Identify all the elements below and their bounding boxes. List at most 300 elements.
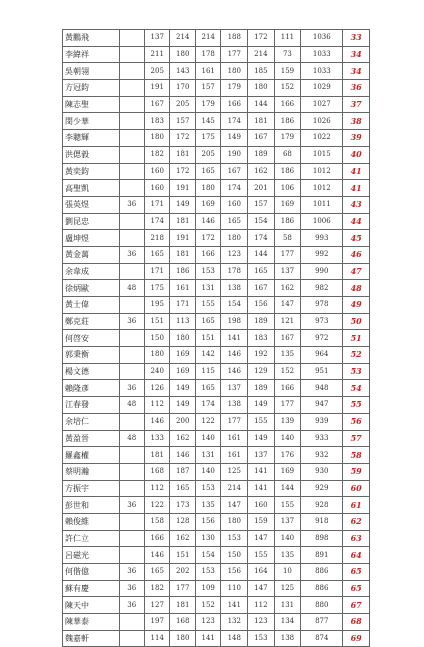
rank-cell: 46 [343,246,370,263]
rank-cell: 53 [343,363,370,380]
game-5-score-cell: 189 [248,313,275,330]
game-5-score-cell: 192 [248,347,275,364]
game-1-score-cell: 182 [145,580,170,597]
game-1-score-cell: 114 [145,630,170,647]
rank-cell: 50 [343,313,370,330]
rank-cell: 59 [343,463,370,480]
table-row [63,163,370,180]
game-6-score-cell: 140 [274,530,301,547]
game-3-score-cell: 155 [195,297,220,314]
total-score-cell: 992 [301,246,343,263]
game-5-score-cell: 162 [248,163,275,180]
rank-cell: 43 [343,196,370,213]
age-cell [119,263,144,280]
age-cell [119,413,144,430]
player-name-cell: 吳朝翎 [63,63,120,80]
game-3-score-cell: 157 [195,80,220,97]
total-score-cell: 929 [301,480,343,497]
game-3-score-cell: 154 [195,547,220,564]
game-2-score-cell: 191 [170,230,195,247]
table-row [63,413,370,430]
game-3-score-cell: 156 [195,513,220,530]
game-6-score-cell: 135 [274,547,301,564]
game-3-score-cell: 205 [195,146,220,163]
game-3-score-cell: 153 [195,263,220,280]
total-score-cell: 1033 [301,63,343,80]
age-cell [119,63,144,80]
total-score-cell: 1011 [301,196,343,213]
game-4-score-cell: 174 [221,113,248,130]
game-3-score-cell: 130 [195,530,220,547]
rank-cell: 69 [343,630,370,647]
game-3-score-cell: 179 [195,96,220,113]
table-row [63,614,370,631]
game-6-score-cell: 131 [274,597,301,614]
player-name-cell: 羅鑫權 [63,447,120,464]
player-name-cell: 呂磁光 [63,547,120,564]
rank-cell: 56 [343,413,370,430]
game-1-score-cell: 160 [145,180,170,197]
player-name-cell: 魏嘉軒 [63,630,120,647]
player-name-cell: 楊文德 [63,363,120,380]
game-4-score-cell: 214 [221,480,248,497]
game-5-score-cell: 112 [248,597,275,614]
rank-cell: 55 [343,397,370,414]
game-6-score-cell: 186 [274,163,301,180]
total-score-cell: 898 [301,530,343,547]
game-3-score-cell: 180 [195,180,220,197]
game-5-score-cell: 129 [248,363,275,380]
total-score-cell: 1026 [301,113,343,130]
player-name-cell: 洪偲毅 [63,146,120,163]
game-2-score-cell: 181 [170,246,195,263]
game-6-score-cell: 166 [274,96,301,113]
table-row [63,547,370,564]
game-4-score-cell: 154 [221,297,248,314]
game-2-score-cell: 181 [170,597,195,614]
game-5-score-cell: 172 [248,30,275,47]
table-row [63,263,370,280]
age-cell: 36 [119,196,144,213]
game-1-score-cell: 191 [145,80,170,97]
scores-table-body [63,30,370,647]
player-name-cell: 黃士偉 [63,297,120,314]
rank-cell: 60 [343,480,370,497]
total-score-cell: 1012 [301,163,343,180]
game-5-score-cell: 160 [248,497,275,514]
player-name-cell: 江春發 [63,397,120,414]
game-4-score-cell: 165 [221,213,248,230]
game-4-score-cell: 138 [221,280,248,297]
rank-cell: 39 [343,130,370,147]
player-name-cell: 張英煜 [63,196,120,213]
age-cell: 48 [119,397,144,414]
table-row [63,397,370,414]
game-2-score-cell: 172 [170,130,195,147]
game-4-score-cell: 137 [221,380,248,397]
age-cell: 36 [119,580,144,597]
table-row [63,380,370,397]
total-score-cell: 972 [301,330,343,347]
game-1-score-cell: 174 [145,213,170,230]
game-5-score-cell: 174 [248,230,275,247]
age-cell: 36 [119,497,144,514]
player-name-cell: 閔少華 [63,113,120,130]
game-4-score-cell: 167 [221,163,248,180]
rank-cell: 52 [343,347,370,364]
player-name-cell: 方振宇 [63,480,120,497]
game-3-score-cell: 166 [195,246,220,263]
game-5-score-cell: 153 [248,630,275,647]
game-3-score-cell: 153 [195,564,220,581]
game-2-score-cell: 173 [170,497,195,514]
game-4-score-cell: 141 [221,330,248,347]
game-6-score-cell: 10 [274,564,301,581]
total-score-cell: 1036 [301,30,343,47]
game-2-score-cell: 161 [170,280,195,297]
rank-cell: 37 [343,96,370,113]
game-3-score-cell: 172 [195,230,220,247]
game-5-score-cell: 137 [248,447,275,464]
game-3-score-cell: 141 [195,630,220,647]
rank-cell: 63 [343,530,370,547]
game-6-score-cell: 140 [274,430,301,447]
game-4-score-cell: 180 [221,513,248,530]
game-3-score-cell: 178 [195,46,220,63]
game-6-score-cell: 169 [274,196,301,213]
player-name-cell: 李聰輝 [63,130,120,147]
table-row [63,196,370,213]
game-2-score-cell: 149 [170,397,195,414]
game-3-score-cell: 135 [195,497,220,514]
game-1-score-cell: 195 [145,297,170,314]
game-4-score-cell: 149 [221,130,248,147]
total-score-cell: 947 [301,397,343,414]
game-5-score-cell: 155 [248,547,275,564]
game-3-score-cell: 165 [195,380,220,397]
game-4-score-cell: 132 [221,614,248,631]
game-6-score-cell: 106 [274,180,301,197]
game-3-score-cell: 140 [195,463,220,480]
table-row [63,80,370,97]
rank-cell: 65 [343,564,370,581]
rank-cell: 33 [343,30,370,47]
game-5-score-cell: 154 [248,213,275,230]
table-row [63,113,370,130]
game-3-score-cell: 140 [195,430,220,447]
age-cell: 48 [119,430,144,447]
player-name-cell: 郭秉衡 [63,347,120,364]
game-4-score-cell: 146 [221,347,248,364]
rank-cell: 62 [343,513,370,530]
game-3-score-cell: 122 [195,413,220,430]
game-1-score-cell: 205 [145,63,170,80]
player-name-cell: 鄭克莊 [63,313,120,330]
game-5-score-cell: 144 [248,246,275,263]
game-5-score-cell: 157 [248,196,275,213]
game-2-score-cell: 186 [170,263,195,280]
total-score-cell: 1015 [301,146,343,163]
game-2-score-cell: 180 [170,46,195,63]
game-4-score-cell: 179 [221,80,248,97]
game-1-score-cell: 182 [145,146,170,163]
player-name-cell: 何偕億 [63,564,120,581]
game-1-score-cell: 127 [145,597,170,614]
game-1-score-cell: 166 [145,530,170,547]
game-6-score-cell: 58 [274,230,301,247]
game-6-score-cell: 169 [274,463,301,480]
age-cell: 36 [119,380,144,397]
game-1-score-cell: 160 [145,163,170,180]
game-6-score-cell: 167 [274,330,301,347]
total-score-cell: 939 [301,413,343,430]
game-1-score-cell: 211 [145,46,170,63]
total-score-cell: 933 [301,430,343,447]
game-1-score-cell: 180 [145,130,170,147]
total-score-cell: 1012 [301,180,343,197]
game-2-score-cell: 113 [170,313,195,330]
player-name-cell: 黃金萬 [63,246,120,263]
player-name-cell: 黃盈晉 [63,430,120,447]
table-row [63,363,370,380]
rank-cell: 54 [343,380,370,397]
game-2-score-cell: 181 [170,146,195,163]
age-cell [119,347,144,364]
table-row [63,597,370,614]
rank-cell: 58 [343,447,370,464]
table-row [63,564,370,581]
age-cell [119,297,144,314]
total-score-cell: 1027 [301,96,343,113]
game-4-score-cell: 180 [221,63,248,80]
age-cell: 36 [119,313,144,330]
table-row [63,330,370,347]
game-4-score-cell: 190 [221,146,248,163]
total-score-cell: 982 [301,280,343,297]
age-cell [119,80,144,97]
game-5-score-cell: 181 [248,113,275,130]
game-2-score-cell: 165 [170,480,195,497]
table-row [63,230,370,247]
rank-cell: 36 [343,80,370,97]
total-score-cell: 964 [301,347,343,364]
table-row [63,246,370,263]
game-2-score-cell: 162 [170,430,195,447]
game-1-score-cell: 151 [145,313,170,330]
player-name-cell: 徐炳歐 [63,280,120,297]
game-1-score-cell: 137 [145,30,170,47]
game-1-score-cell: 165 [145,564,170,581]
game-6-score-cell: 152 [274,80,301,97]
game-1-score-cell: 167 [145,96,170,113]
game-6-score-cell: 121 [274,313,301,330]
total-score-cell: 1033 [301,46,343,63]
rank-cell: 40 [343,146,370,163]
game-1-score-cell: 171 [145,263,170,280]
player-name-cell: 李緯祥 [63,46,120,63]
game-2-score-cell: 151 [170,547,195,564]
game-3-score-cell: 165 [195,313,220,330]
total-score-cell: 877 [301,614,343,631]
game-6-score-cell: 162 [274,280,301,297]
game-4-score-cell: 125 [221,463,248,480]
table-row [63,63,370,80]
game-3-score-cell: 153 [195,480,220,497]
rank-cell: 64 [343,547,370,564]
game-1-score-cell: 165 [145,246,170,263]
game-5-score-cell: 167 [248,130,275,147]
game-2-score-cell: 200 [170,413,195,430]
game-3-score-cell: 161 [195,63,220,80]
total-score-cell: 1029 [301,80,343,97]
game-3-score-cell: 131 [195,280,220,297]
game-6-score-cell: 135 [274,347,301,364]
game-3-score-cell: 146 [195,213,220,230]
game-5-score-cell: 141 [248,463,275,480]
player-name-cell: 黃奕鈞 [63,163,120,180]
age-cell: 36 [119,246,144,263]
game-4-score-cell: 198 [221,313,248,330]
player-name-cell: 高聖凱 [63,180,120,197]
game-2-score-cell: 168 [170,614,195,631]
game-1-score-cell: 146 [145,413,170,430]
age-cell [119,113,144,130]
player-name-cell: 余培仁 [63,413,120,430]
age-cell [119,463,144,480]
table-row [63,280,370,297]
player-name-cell: 賴隆彥 [63,380,120,397]
table-row [63,513,370,530]
age-cell [119,180,144,197]
game-2-score-cell: 180 [170,630,195,647]
total-score-cell: 874 [301,630,343,647]
player-name-cell: 彭世和 [63,497,120,514]
game-4-score-cell: 138 [221,397,248,414]
game-3-score-cell: 142 [195,347,220,364]
game-2-score-cell: 172 [170,163,195,180]
game-6-score-cell: 137 [274,513,301,530]
total-score-cell: 951 [301,363,343,380]
player-name-cell: 劉昆忠 [63,213,120,230]
table-row [63,130,370,147]
rank-cell: 34 [343,46,370,63]
table-row [63,180,370,197]
rank-cell: 34 [343,63,370,80]
game-6-score-cell: 177 [274,397,301,414]
table-row [63,497,370,514]
game-1-score-cell: 168 [145,463,170,480]
table-row [63,630,370,647]
game-1-score-cell: 158 [145,513,170,530]
age-cell [119,163,144,180]
game-2-score-cell: 169 [170,363,195,380]
total-score-cell: 918 [301,513,343,530]
score-sheet [62,29,370,647]
game-6-score-cell: 155 [274,497,301,514]
table-row [63,146,370,163]
game-3-score-cell: 152 [195,597,220,614]
game-2-score-cell: 177 [170,580,195,597]
game-2-score-cell: 149 [170,196,195,213]
total-score-cell: 978 [301,297,343,314]
game-4-score-cell: 161 [221,447,248,464]
game-5-score-cell: 159 [248,513,275,530]
game-2-score-cell: 187 [170,463,195,480]
age-cell [119,447,144,464]
game-4-score-cell: 178 [221,263,248,280]
rank-cell: 44 [343,213,370,230]
game-6-score-cell: 139 [274,413,301,430]
rank-cell: 41 [343,180,370,197]
player-name-cell: 賴俊維 [63,513,120,530]
total-score-cell: 990 [301,263,343,280]
game-4-score-cell: 177 [221,46,248,63]
game-6-score-cell: 147 [274,297,301,314]
game-6-score-cell: 138 [274,630,301,647]
game-6-score-cell: 68 [274,146,301,163]
rank-cell: 65 [343,580,370,597]
game-1-score-cell: 122 [145,497,170,514]
game-3-score-cell: 109 [195,580,220,597]
total-score-cell: 1006 [301,213,343,230]
game-4-score-cell: 123 [221,246,248,263]
game-3-score-cell: 145 [195,113,220,130]
game-1-score-cell: 180 [145,347,170,364]
game-3-score-cell: 169 [195,196,220,213]
game-6-score-cell: 144 [274,480,301,497]
scores-table [62,29,370,647]
game-4-score-cell: 166 [221,96,248,113]
age-cell [119,547,144,564]
total-score-cell: 880 [301,597,343,614]
player-name-cell: 陳志聖 [63,96,120,113]
age-cell [119,213,144,230]
rank-cell: 68 [343,614,370,631]
game-6-score-cell: 159 [274,63,301,80]
game-4-score-cell: 177 [221,413,248,430]
total-score-cell: 932 [301,447,343,464]
age-cell: 36 [119,597,144,614]
age-cell [119,480,144,497]
game-5-score-cell: 164 [248,564,275,581]
table-row [63,213,370,230]
game-4-score-cell: 110 [221,580,248,597]
game-4-score-cell: 146 [221,363,248,380]
game-3-score-cell: 165 [195,163,220,180]
game-6-score-cell: 176 [274,447,301,464]
rank-cell: 45 [343,230,370,247]
game-3-score-cell: 151 [195,330,220,347]
table-row [63,313,370,330]
game-3-score-cell: 131 [195,447,220,464]
game-1-score-cell: 183 [145,113,170,130]
table-row [63,347,370,364]
game-1-score-cell: 126 [145,380,170,397]
player-name-cell: 許仁立 [63,530,120,547]
game-5-score-cell: 165 [248,263,275,280]
game-2-score-cell: 202 [170,564,195,581]
game-6-score-cell: 186 [274,113,301,130]
table-row [63,430,370,447]
game-2-score-cell: 157 [170,113,195,130]
age-cell [119,513,144,530]
game-1-score-cell: 133 [145,430,170,447]
game-4-score-cell: 188 [221,30,248,47]
game-4-score-cell: 174 [221,180,248,197]
rank-cell: 38 [343,113,370,130]
game-2-score-cell: 170 [170,80,195,97]
total-score-cell: 886 [301,564,343,581]
